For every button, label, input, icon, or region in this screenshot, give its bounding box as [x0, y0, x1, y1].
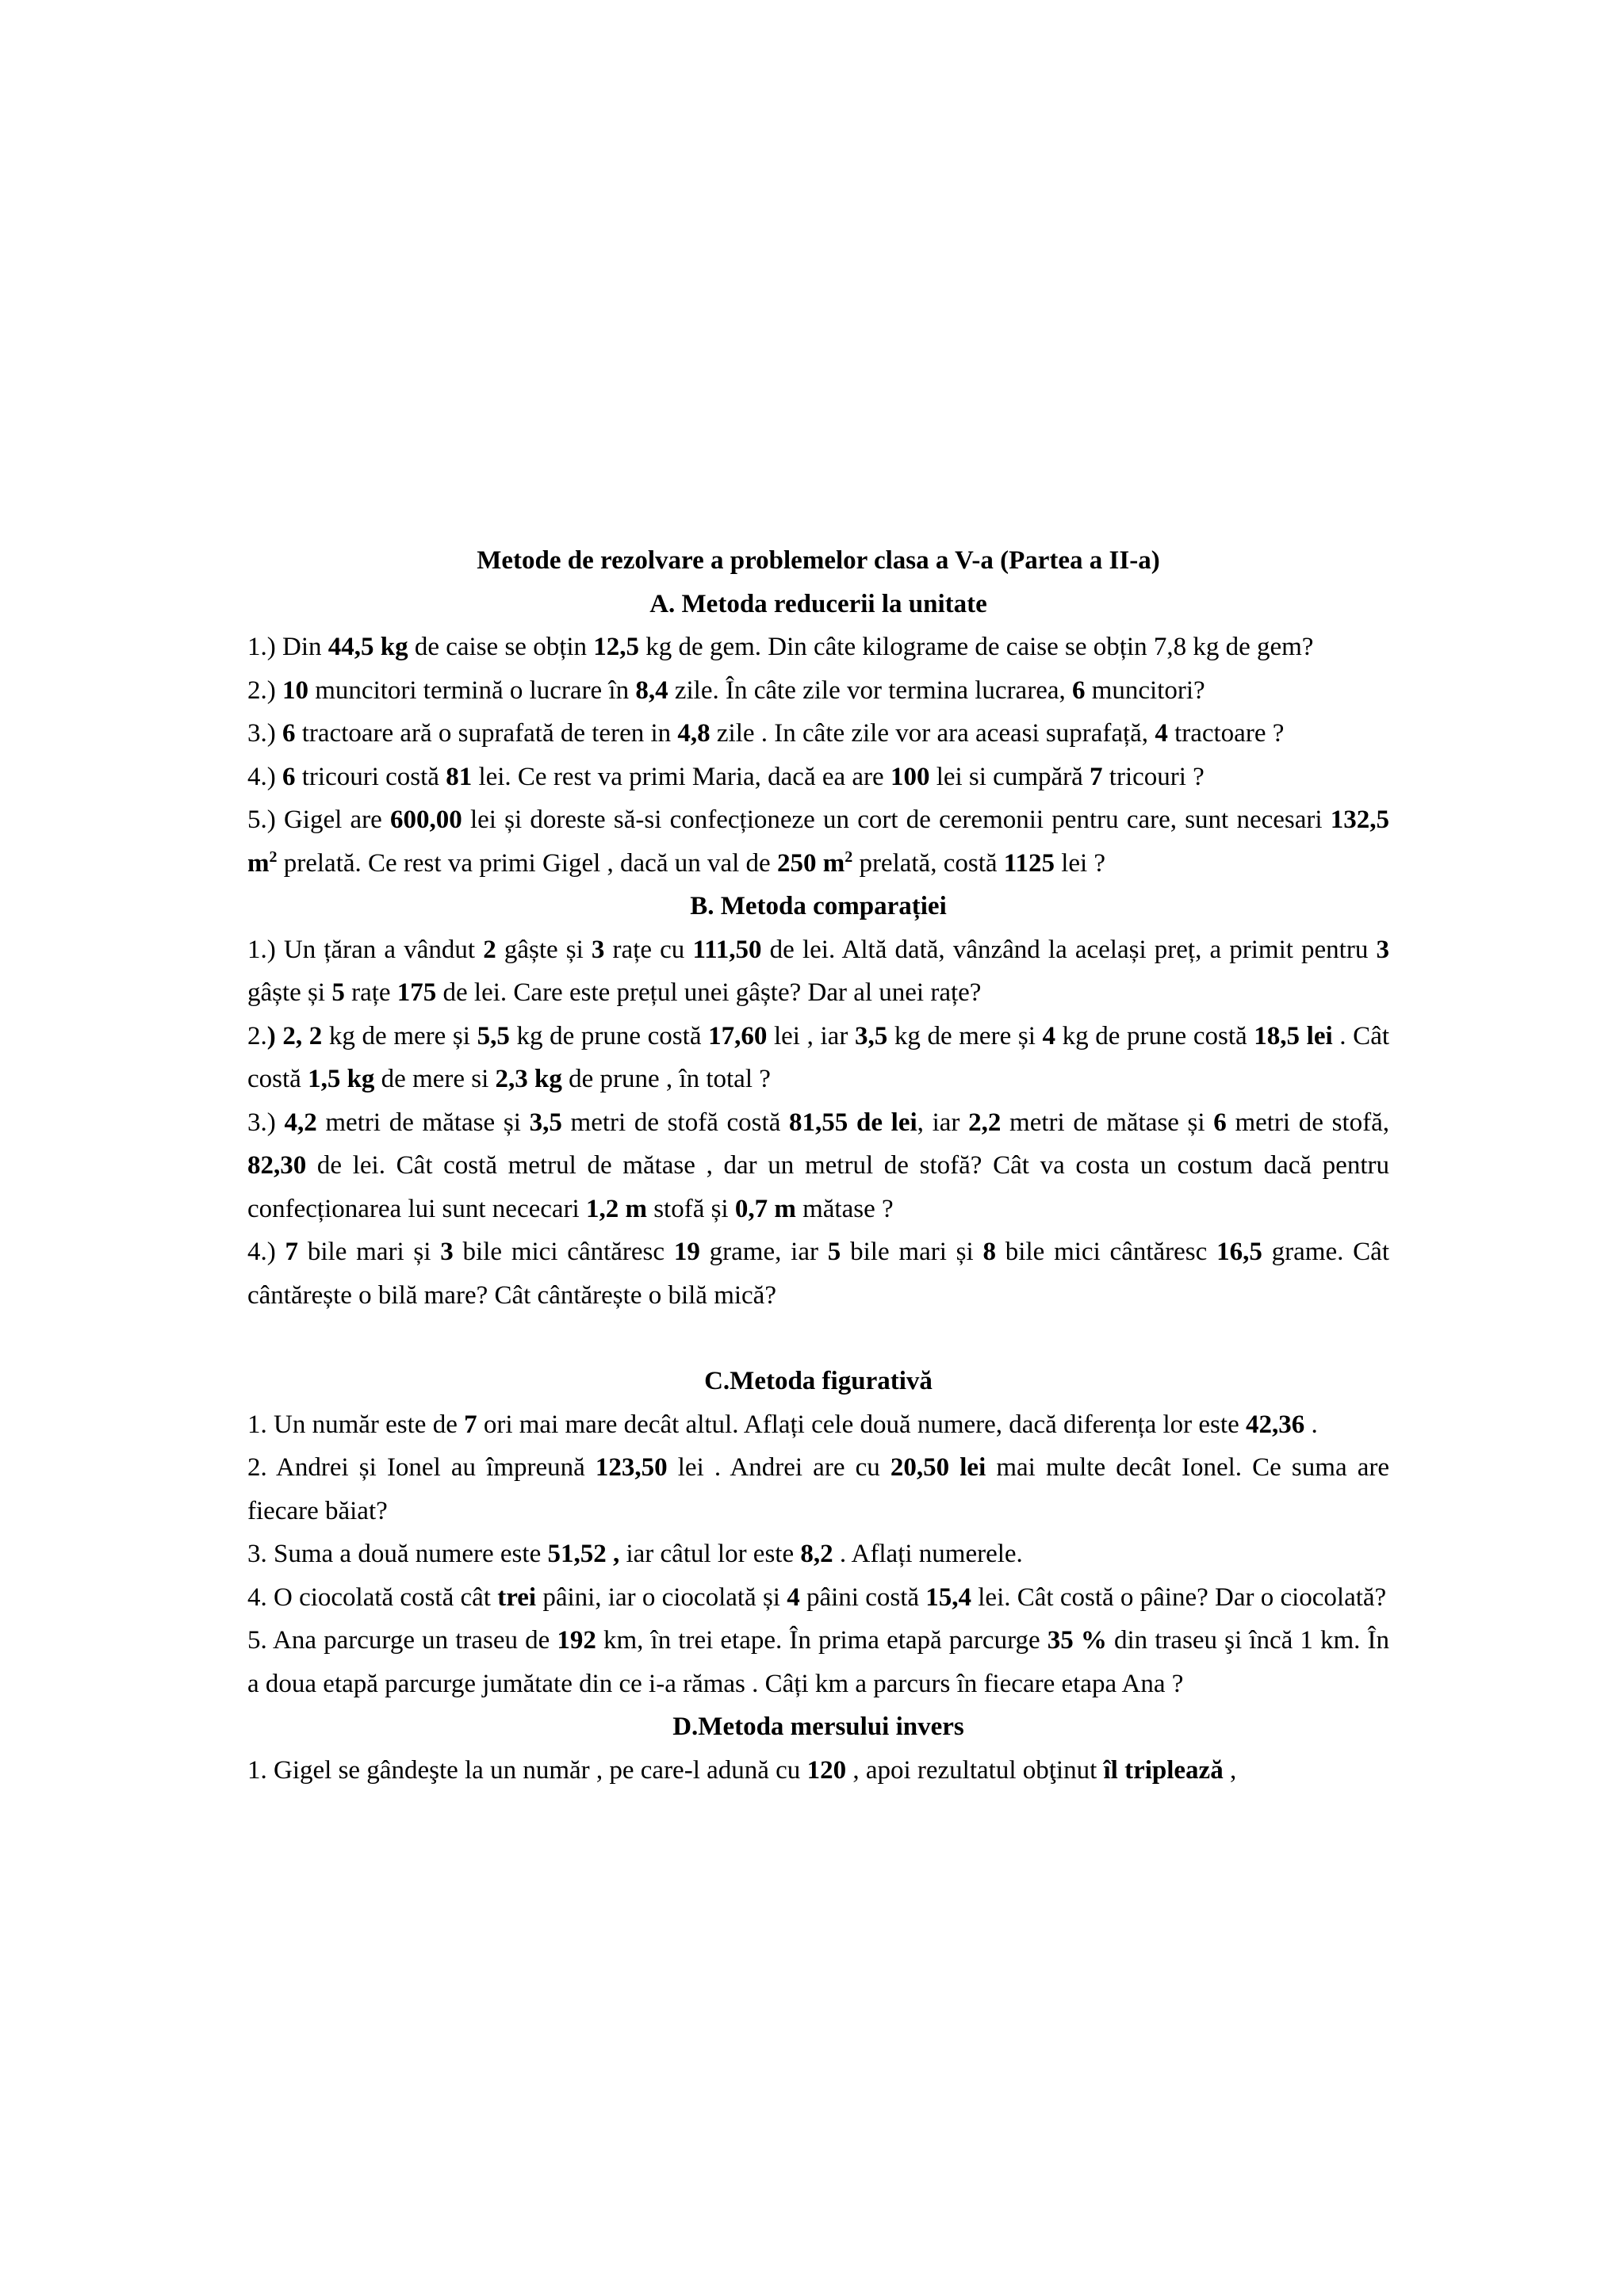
text-run: prelată. Ce rest va primi Gigel , dacă un val de [277, 848, 777, 878]
bold-text: 2,3 kg [495, 1065, 562, 1093]
bold-text: îl triplează [1103, 1755, 1224, 1785]
text-run: , iar [917, 1108, 969, 1137]
text-run: 4. O ciocolată costă cât [247, 1582, 498, 1612]
bold-text: 5 [331, 978, 345, 1007]
text-run: . Aflați numerele. [833, 1540, 1023, 1568]
bold-text: 3 [440, 1238, 454, 1266]
problem-item [247, 1446, 1389, 1533]
text-run: . Cât costă [247, 1021, 1390, 1093]
text-run: iar câtul lor este [619, 1540, 801, 1568]
bold-text: 3,5 [529, 1108, 562, 1137]
text-run: , apoi rezultatul obţinut [846, 1755, 1104, 1785]
bold-text: 250 m [776, 848, 845, 878]
problem-item [247, 626, 1389, 669]
bold-text: 6 [282, 762, 296, 791]
text-run: gâște și [247, 978, 332, 1007]
problem-item [247, 1015, 1389, 1101]
bold-text: 4 [1042, 1021, 1055, 1050]
text-run: ori mai mare decât altul. Aflați cele două numere, dacă diferența lor este [477, 1410, 1246, 1439]
bold-text: 8,4 [635, 675, 668, 705]
bold-text: trei [497, 1582, 537, 1612]
bold-text: 2,2 [968, 1108, 1002, 1137]
text-run: 3.) [247, 719, 282, 748]
section-heading: A. Metoda reducerii la unitate [649, 589, 987, 618]
text-run: km, în trei etape. În prima etapă parcurge [596, 1626, 1048, 1655]
problem-item [247, 1576, 1389, 1620]
text-run: lei. Cât costă o pâine? Dar o ciocolată? [971, 1582, 1387, 1612]
bold-text: 5,5 [477, 1021, 510, 1050]
text-run: de lei. Care este prețul unei gâște? Dar al unei rațe? [436, 978, 982, 1007]
text-run: bile mari și [841, 1238, 983, 1266]
bold-text: 3 [1376, 935, 1389, 964]
problem-item [247, 669, 1389, 713]
bold-text: 192 [557, 1626, 596, 1655]
text-run: prelată, costă [852, 848, 1004, 878]
bold-text: 175 [396, 978, 437, 1007]
text-run: metri de mătase și [1001, 1108, 1214, 1137]
text-run: rațe cu [604, 935, 693, 964]
bold-text: 111,50 [692, 935, 762, 964]
text-run: de mere si [374, 1065, 496, 1093]
text-run: metri de mătase și [316, 1108, 530, 1137]
problem-item [247, 1749, 1389, 1793]
bold-text: 6 [1213, 1108, 1227, 1137]
text-run: zile . In câte zile vor ara aceasi suprafață, [710, 719, 1155, 748]
text-run: 3. Suma a două numere este [247, 1540, 548, 1568]
text-run: 5.) Gigel are [247, 806, 390, 834]
problem-item [247, 928, 1389, 1015]
bold-text: 5 [827, 1238, 841, 1266]
text-run: lei si cumpără [929, 762, 1090, 791]
bold-text: 100 [890, 762, 930, 791]
bold-text: 6 [282, 719, 296, 748]
text-run: gâște și [496, 935, 592, 964]
text-run: rațe [344, 978, 397, 1007]
text-run: mătase ? [795, 1194, 894, 1223]
problem-item [247, 1533, 1389, 1576]
text-run: 1.) Din [247, 633, 328, 661]
bold-text: 120 [806, 1755, 847, 1785]
bold-text: 3,5 [854, 1021, 888, 1050]
bold-text: 82,30 [247, 1151, 307, 1180]
text-run: . [1304, 1410, 1318, 1439]
text-run: kg de prune costă [509, 1021, 709, 1050]
bold-text: 4,8 [677, 719, 710, 748]
section-heading: D.Metoda mersului invers [672, 1712, 964, 1741]
text-run: tricouri ? [1102, 762, 1205, 791]
superscript: 2 [845, 848, 853, 866]
bold-text: 42,36 [1245, 1410, 1305, 1439]
text-run: metri de stofă, [1226, 1108, 1390, 1137]
text-run: muncitori? [1085, 675, 1205, 705]
text-run: 1. Gigel se gândeşte la un număr , pe care-l adună cu [247, 1755, 807, 1785]
problem-item [247, 756, 1389, 799]
superscript: 2 [269, 848, 278, 866]
bold-text: 7 [464, 1410, 477, 1439]
bold-text: 8,2 [800, 1540, 833, 1568]
text-run: 1.) Un țăran a vândut [247, 935, 484, 964]
text-run: lei ? [1054, 848, 1106, 878]
text-run: lei , iar [767, 1021, 855, 1050]
bold-text: 1,2 m [585, 1194, 647, 1223]
bold-text: 10 [282, 675, 308, 705]
text-run: bile mici cântăresc [453, 1238, 674, 1266]
bold-text: 123,50 [595, 1453, 668, 1482]
bold-text: 15,4 [925, 1582, 972, 1612]
text-run: tractoare ? [1167, 719, 1285, 748]
text-run: , [1223, 1755, 1237, 1785]
bold-text: 6 [1071, 675, 1086, 705]
bold-text: 81,55 de lei [789, 1108, 917, 1137]
text-run: kg de gem. Din câte kilograme de caise se obțin 7,8 kg de gem? [639, 633, 1314, 661]
text-run: lei . Andrei are cu [667, 1453, 891, 1482]
bold-text: 12,5 [593, 633, 640, 661]
text-run: kg de mere și [322, 1021, 477, 1050]
bold-text: 20,50 lei [890, 1453, 986, 1482]
text-run: 2. [247, 1021, 267, 1050]
text-run: 5. Ana parcurge un traseu de [247, 1626, 557, 1655]
text-run: grame. Cât cântărește o bilă mare? Cât cântărește o bilă mică? [247, 1238, 1390, 1310]
text-run: kg de prune costă [1055, 1021, 1254, 1050]
document-page [247, 539, 1389, 1792]
bold-text: 51,52 [547, 1540, 607, 1568]
text-run: 4.) [247, 1238, 285, 1266]
text-run: tricouri costă [295, 762, 446, 791]
text-run: tractoare ară o suprafată de teren in [295, 719, 678, 748]
problem-item [247, 712, 1389, 756]
text-run: 2.) [247, 675, 282, 705]
section-heading: B. Metoda comparației [690, 892, 947, 920]
bold-text: 1125 [1003, 848, 1055, 878]
text-run: muncitori termină o lucrare în [308, 675, 636, 705]
text-run: 1. Un număr este de [247, 1410, 465, 1439]
bold-text: 35 % [1047, 1626, 1107, 1655]
bold-text: 3 [591, 935, 605, 964]
bold-text: 2 [483, 935, 496, 964]
bold-text: 44,5 kg [327, 633, 408, 661]
problem-item [247, 1230, 1389, 1317]
sections-container [247, 583, 1389, 1793]
bold-text: ) [266, 1021, 276, 1050]
text-run: bile mari și [298, 1238, 441, 1266]
bold-text: 2, 2 [282, 1021, 323, 1050]
bold-text: 4,2 [284, 1108, 317, 1137]
text-run: de caise se obțin [408, 633, 594, 661]
text-run: pâini costă [799, 1582, 926, 1612]
text-run: lei și doreste să-si confecționeze un cort de ceremonii pentru care, sunt necesari [462, 806, 1331, 834]
bold-text: 0,7 m [734, 1194, 796, 1223]
text-run: kg de mere și [887, 1021, 1043, 1050]
bold-text: 4 [1155, 719, 1168, 748]
bold-text: 19 [673, 1238, 700, 1266]
section-heading: C.Metoda figurativă [704, 1367, 933, 1395]
text-run: bile mici cântăresc [996, 1238, 1217, 1266]
bold-text: 16,5 [1216, 1238, 1262, 1266]
text-run: 4.) [247, 762, 282, 791]
bold-text: 4 [787, 1582, 800, 1612]
bold-text: 8 [982, 1238, 996, 1266]
bold-text: 17,60 [708, 1021, 768, 1050]
text-run: 2. Andrei și Ionel au împreună [247, 1453, 596, 1482]
text-run: mai multe decât Ionel. Ce suma are fiecare băiat? [247, 1453, 1389, 1525]
document-title: Metode de rezolvare a problemelor clasa a V-a (Partea a II-a) [477, 546, 1160, 575]
bold-text: 81 [446, 762, 473, 791]
bold-text: 600,00 [390, 806, 462, 834]
text-run: de lei. Altă dată, vânzând la același preț, a primit pentru [761, 935, 1377, 964]
bold-text: 18,5 lei [1254, 1021, 1333, 1050]
problem-item [247, 1101, 1389, 1231]
bold-text: 132,5 m [247, 806, 1389, 878]
text-run: stofă și [646, 1194, 735, 1223]
bold-text: 7 [1090, 762, 1103, 791]
problem-item [247, 798, 1389, 885]
text-run: 3.) [247, 1108, 285, 1137]
section-spacer [247, 1317, 1389, 1360]
problem-item [247, 1403, 1389, 1447]
bold-text: 7 [285, 1238, 299, 1266]
text-run: zile. În câte zile vor termina lucrarea, [668, 675, 1072, 705]
text-run [607, 1540, 613, 1568]
text-run: de lei. Cât costă metrul de mătase , dar un metrul de stofă? Cât va costa un costum dacă pentru confecționarea lui sunt nececari [247, 1151, 1389, 1223]
bold-text: , [612, 1540, 620, 1568]
text-run: metri de stofă costă [561, 1108, 790, 1137]
text-run: pâini, iar o ciocolată și [536, 1582, 787, 1612]
text-run: lei. Ce rest va primi Maria, dacă ea are [472, 762, 891, 791]
problem-item [247, 1619, 1389, 1705]
bold-text: 1,5 kg [308, 1065, 375, 1093]
text-run: grame, iar [699, 1238, 828, 1266]
text-run: din traseu şi încă 1 km. În a doua etapă parcurge jumătate din ce i-a rămas . Câți km a parcurs în fiecare etapa Ana ? [247, 1626, 1390, 1698]
text-run: de prune , în total ? [561, 1065, 771, 1093]
